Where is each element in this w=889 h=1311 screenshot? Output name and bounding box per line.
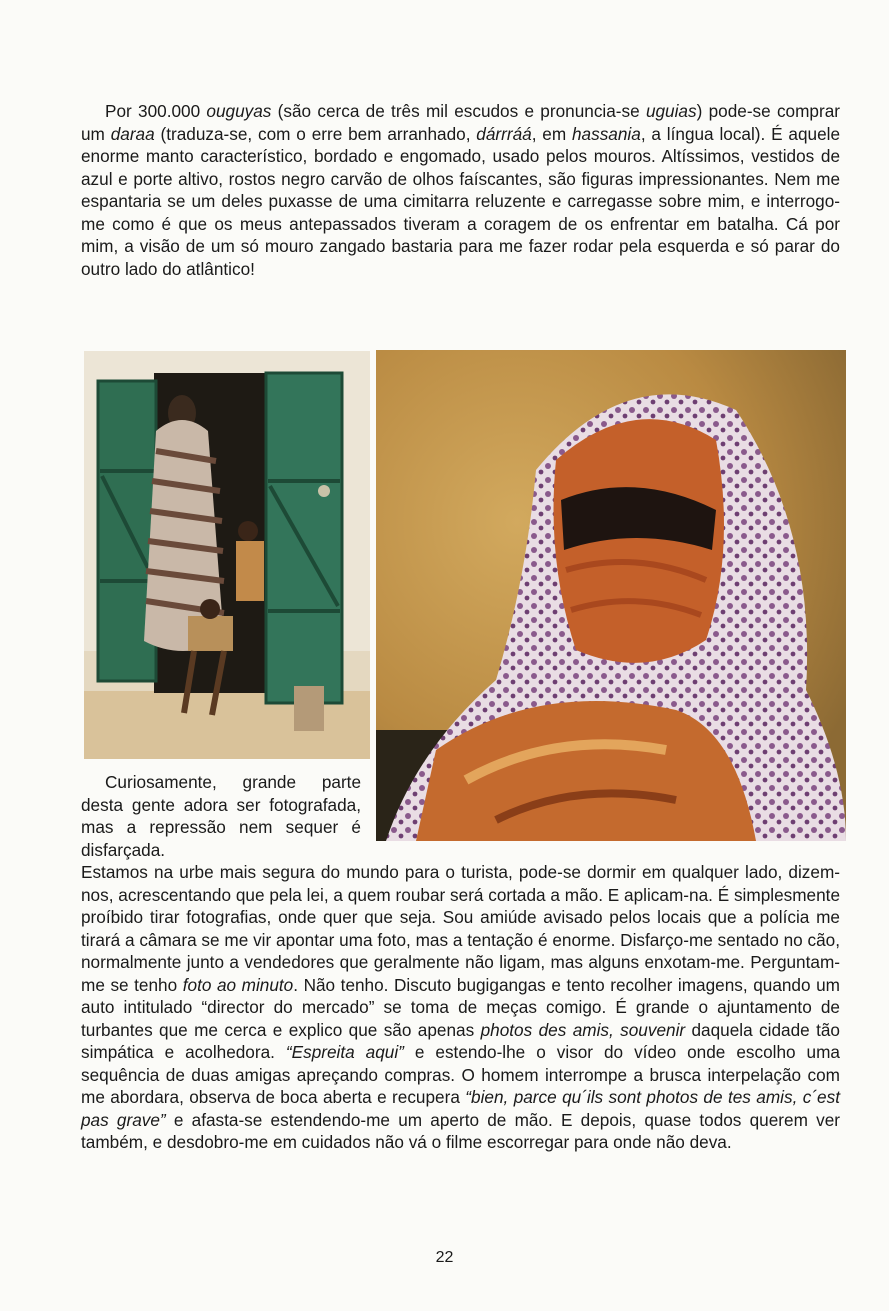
- italic-phrase: “Espreita aqui”: [285, 1042, 404, 1062]
- photo-doorway-family: [84, 351, 370, 759]
- italic-term: daraa: [110, 123, 155, 144]
- photo-veiled-woman: [376, 350, 846, 841]
- paragraph-photography-start: Curiosamente, grande parte desta gente adora ser fotografada, mas a repressão nem sequer é disfarçada.: [81, 772, 361, 860]
- italic-term: uguias: [645, 101, 697, 121]
- page-number: 22: [435, 1249, 454, 1266]
- italic-term: hassania: [572, 123, 641, 144]
- veiled-woman-illustration: [376, 350, 846, 841]
- italic-phrase: foto ao minuto: [182, 974, 294, 995]
- italic-phrase: “bien, parce qu´ils sont photos de tes amis, c´est pas grave”: [81, 1087, 840, 1130]
- italic-phrase: photos des amis, souvenir: [480, 1019, 686, 1040]
- paragraph-photography-continued: Estamos na urbe mais segura do mundo para o turista, pode-se dormir em qualquer lado, dizem-nos, acrescentando que pela lei, a quem roubar será cortada a mão. E aplicam-na. É simplesmente proíbido tirar fotografias, onde quer que seja. Sou amiúde avisado pelos locais que a polícia me tirará a câmara se me vir apontar uma foto, mas a tentação é enorme. Disfarço-me sentado no cão, normalmente junto a vendedores que geralmente não ligam, mas alguns enxotam-me. Perguntam-me se tenho foto ao minuto. Não tenho. Discuto bugigangas e tento recolher imagens, quando um auto intitulado “director do mercado” se toma de meças comigo. É grande o ajuntamento de turbantes que me cerca e explico que são apenas photos des amis, souvenir daquela cidade tão simpática e acolhedora. “Espreita aqui” e estendo-lhe o visor do vídeo onde escolho uma sequência de duas amigas apreçando compras. O homem interrompe a brusca interpelação com me abordara, observa de boca aberta e recupera “bien, parce qu´ils sont photos de tes amis, c´est pas grave” e afasta-se estendendo-me um aperto de mão. E depois, quase todos querem ver também, e desdobro-me em cuidados não vá o filme escorregar para onde não deva.: [81, 862, 840, 1152]
- paragraph-intro: Por 300.000 ouguyas (são cerca de três mil escudos e pronuncia-se uguias) pode-se comprar um daraa (traduza-se, com o erre bem arranhado, dárrráá, em hassania, a língua local). É aquele enorme manto característico, bordado e engomado, usado pelos mouros. Altíssimos, vestidos de azul e porte altivo, rostos negro carvão de olhos faíscantes, são figuras impressionantes. Nem me espantaria se um deles puxasse de uma cimitarra reluzente e carregasse sobre mim, e interrogo-me como é que os meus antepassados tiveram a coragem de os enfrentar em batalha. Cá por mim, a visão de um só mouro zangado bastaria para me fazer rodar pela esquerda e só parar do outro lado do atlântico!: [81, 101, 841, 279]
- italic-term: dárrráá: [476, 123, 532, 144]
- italic-term: ouguyas: [206, 101, 272, 121]
- doorway-illustration: [84, 351, 370, 759]
